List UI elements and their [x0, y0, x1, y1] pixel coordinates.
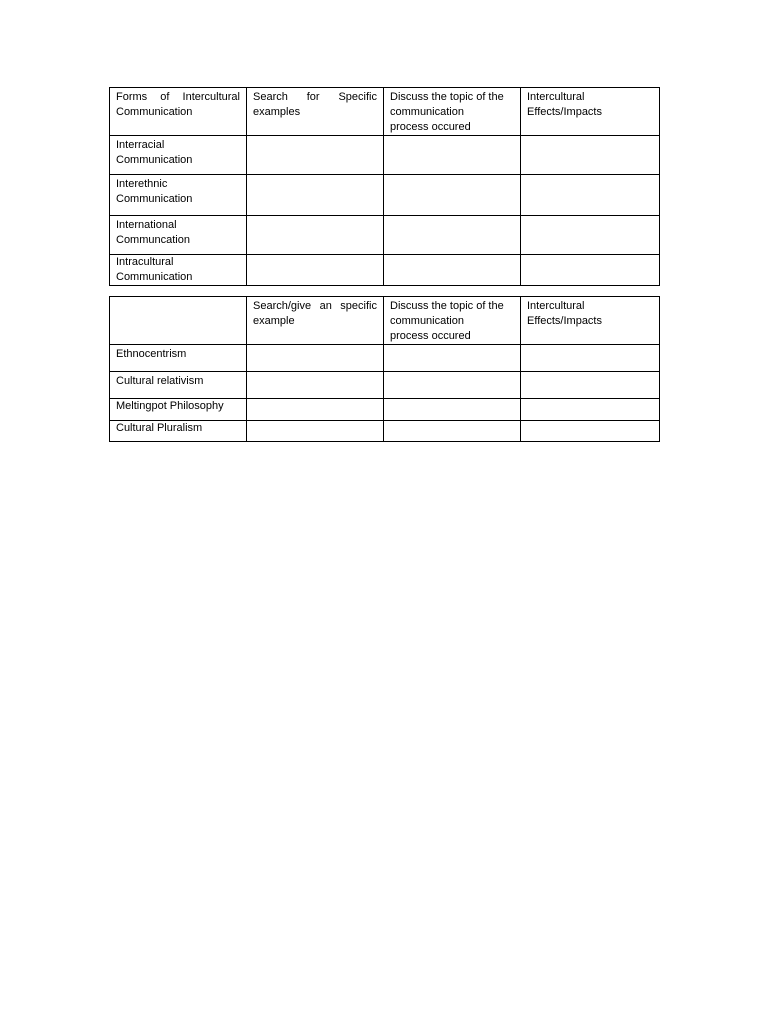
- header-line: Search/give an specific: [253, 300, 377, 312]
- empty-cell[interactable]: [384, 136, 521, 175]
- table-header-row: [110, 88, 660, 136]
- row-label-line: Communication: [116, 271, 193, 283]
- empty-cell[interactable]: [521, 216, 660, 255]
- table-row: [110, 255, 660, 286]
- row-label-line: Intracultural: [116, 256, 174, 268]
- empty-cell[interactable]: [384, 345, 521, 372]
- empty-cell[interactable]: [247, 136, 384, 175]
- row-label-line: Interethnic: [116, 178, 168, 190]
- header-line: Intercultural: [527, 91, 585, 103]
- row-label-cell[interactable]: Ethnocentrism: [110, 345, 247, 372]
- empty-cell[interactable]: [521, 136, 660, 175]
- header-line: Discuss the topic of the: [390, 91, 504, 103]
- row-label-cell[interactable]: Cultural Pluralism: [110, 421, 247, 442]
- empty-cell[interactable]: [247, 399, 384, 421]
- empty-cell[interactable]: [384, 255, 521, 286]
- header-line: Forms of Intercultural: [116, 91, 240, 103]
- table-row: [110, 345, 660, 372]
- empty-cell[interactable]: [247, 255, 384, 286]
- header-line: communication: [390, 106, 464, 118]
- header-line: example: [253, 315, 295, 327]
- empty-cell[interactable]: [247, 175, 384, 216]
- header-line: process occured: [390, 330, 471, 342]
- table-row: [110, 399, 660, 421]
- table-row: [110, 421, 660, 442]
- empty-cell[interactable]: [521, 345, 660, 372]
- table-row: [110, 372, 660, 399]
- empty-cell[interactable]: [521, 421, 660, 442]
- empty-cell[interactable]: [384, 216, 521, 255]
- empty-cell[interactable]: [384, 399, 521, 421]
- row-label-line: Communcation: [116, 234, 190, 246]
- empty-cell[interactable]: [521, 372, 660, 399]
- header-line: Communication: [116, 106, 193, 118]
- empty-cell[interactable]: [247, 216, 384, 255]
- intercultural-forms-table: [109, 87, 660, 286]
- header-line: Effects/Impacts: [527, 315, 602, 327]
- intercultural-concepts-table: [109, 296, 660, 442]
- header-line: Search for Specific: [253, 91, 377, 103]
- row-label-cell[interactable]: Cultural relativism: [110, 372, 247, 399]
- row-label-line: Communication: [116, 193, 193, 205]
- header-cell-effects[interactable]: [521, 88, 660, 136]
- header-cell-effects[interactable]: [521, 297, 660, 345]
- header-line: communication: [390, 315, 464, 327]
- empty-cell[interactable]: [521, 175, 660, 216]
- row-label-cell[interactable]: [110, 255, 247, 286]
- empty-cell[interactable]: [247, 372, 384, 399]
- empty-cell[interactable]: [247, 421, 384, 442]
- row-label-line: International: [116, 219, 177, 231]
- row-label-cell[interactable]: Meltingpot Philosophy: [110, 399, 247, 421]
- row-label-cell[interactable]: [110, 175, 247, 216]
- header-line: Intercultural: [527, 300, 585, 312]
- empty-cell[interactable]: [384, 421, 521, 442]
- header-line: Effects/Impacts: [527, 106, 602, 118]
- row-label-cell[interactable]: [110, 136, 247, 175]
- header-line: examples: [253, 106, 301, 118]
- row-label-line: Communication: [116, 154, 193, 166]
- table-row: [110, 136, 660, 175]
- empty-cell[interactable]: [521, 255, 660, 286]
- row-label-line: Interracial: [116, 139, 165, 151]
- empty-cell[interactable]: [521, 399, 660, 421]
- header-cell-discuss[interactable]: [384, 88, 521, 136]
- row-label-cell[interactable]: [110, 216, 247, 255]
- table-row: [110, 216, 660, 255]
- empty-cell[interactable]: [384, 175, 521, 216]
- header-cell-examples[interactable]: [247, 88, 384, 136]
- header-cell-blank[interactable]: [110, 297, 247, 345]
- header-cell-discuss[interactable]: [384, 297, 521, 345]
- table-row: [110, 175, 660, 216]
- empty-cell[interactable]: [247, 345, 384, 372]
- header-line: Discuss the topic of the: [390, 300, 504, 312]
- header-line: process occured: [390, 121, 471, 133]
- header-cell-forms[interactable]: [110, 88, 247, 136]
- header-cell-example[interactable]: [247, 297, 384, 345]
- table-header-row: [110, 297, 660, 345]
- empty-cell[interactable]: [384, 372, 521, 399]
